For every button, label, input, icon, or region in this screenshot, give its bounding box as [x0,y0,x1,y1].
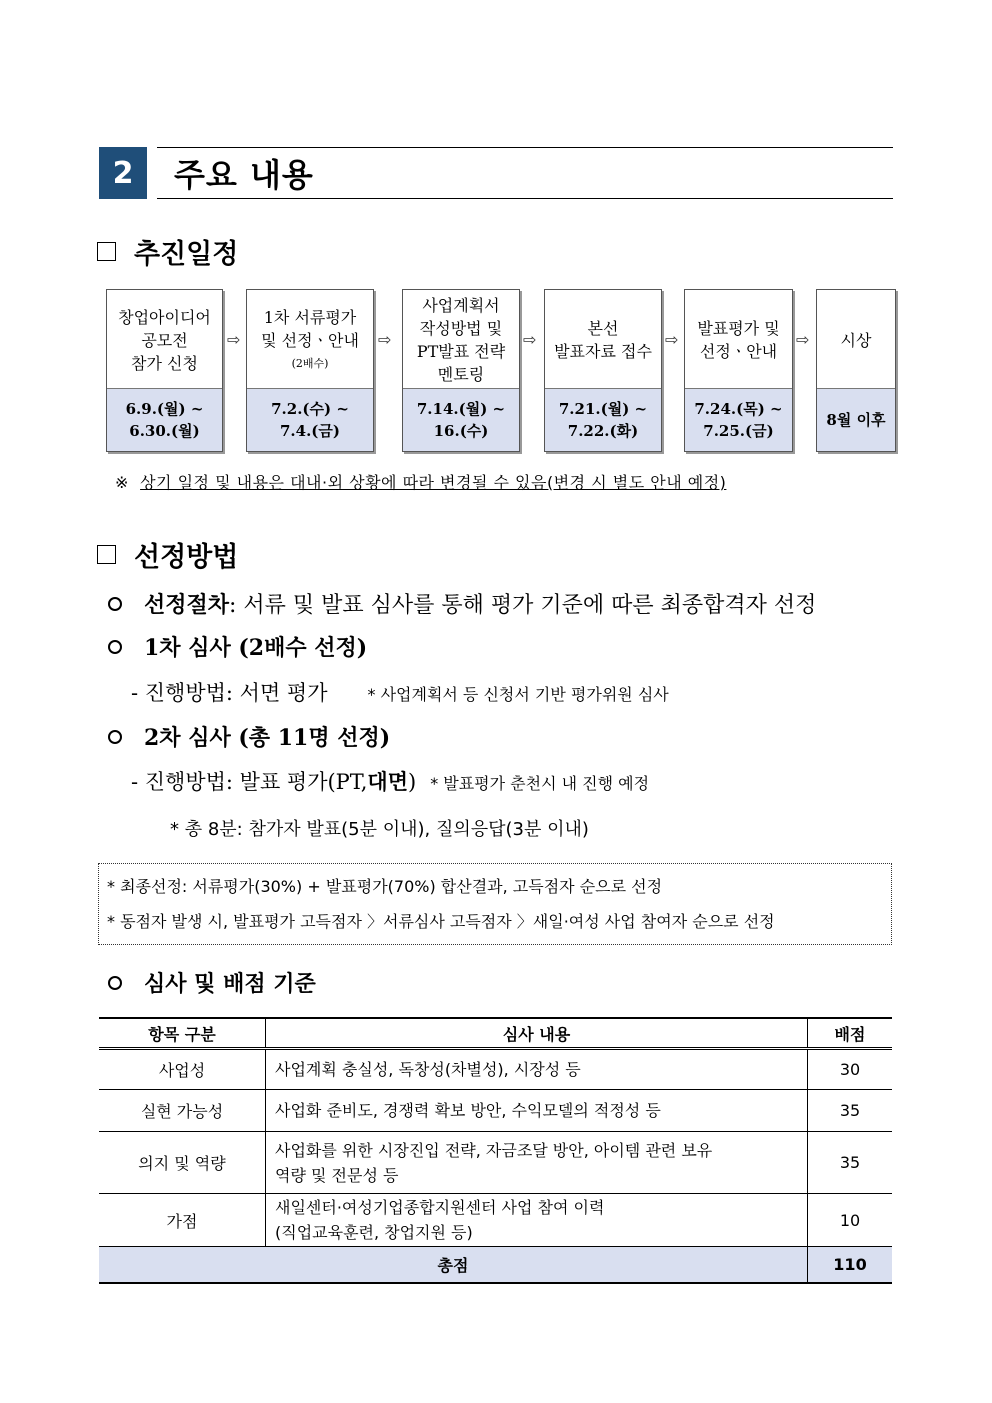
schedule-note-text: 상기 일정 및 내용은 대내·외 상황에 따라 변경될 수 있음(변경 시 별도 안내 예정) [140,473,727,492]
checkbox-square-icon [97,242,116,261]
circle-bullet-icon [108,976,122,990]
header-content: 심사 내용 [266,1018,808,1049]
table-row [99,1132,892,1194]
step-1-line-2: 공모전 [141,330,188,350]
step-4-line-1: 본선 [587,319,619,338]
header-category: 항목 구분 [99,1018,266,1049]
circle-bullet-icon [108,597,122,611]
step-2-date-end: 7.4.(금) [279,422,340,440]
section-rule-bottom [157,198,893,199]
step-4-date-end: 7.22.(화) [567,422,639,440]
arrow-right-icon: ⇨ [796,330,810,349]
section-title: 주요 내용 [174,156,314,194]
row-score: 35 [808,1090,893,1132]
table-row [99,1049,892,1090]
info-box-line-2: * 동점자 발생 시, 발표평가 고득점자 〉서류심사 고득점자 〉새일·여성 사업 참여자 순으로 선정 [107,912,775,931]
step-3-line-4: 멘토링 [437,365,485,384]
round2-method-close: ) [407,770,417,794]
arrow-right-icon: ⇨ [523,330,537,349]
step-5-date-end: 7.25.(금) [703,422,774,440]
arrow-right-icon: ⇨ [378,330,392,349]
row-content [266,1132,808,1194]
schedule-step-4 [544,289,662,452]
step-5-line-2: 선정ㆍ안내 [699,342,778,361]
row-category: 가점 [99,1194,266,1247]
schedule-heading [97,232,238,271]
row-score: 10 [808,1194,893,1247]
step-2-line-1: 1차 서류평가 [263,307,357,327]
circle-bullet-icon [108,730,122,744]
step-6-line-1: 시상 [840,330,872,350]
row-score: 35 [808,1132,893,1194]
step-1-date-end: 6.30.(월) [129,422,200,440]
table-row [99,1090,892,1132]
total-label: 총점 [99,1247,808,1284]
step-4-date-start: 7.21.(월) ~ [558,400,648,418]
step-2-line-2: 및 선정ㆍ안내 [261,330,359,350]
round2-title [108,721,390,752]
section-number: 2 [99,147,147,199]
round1-method-row [131,677,669,707]
selection-info-box [98,863,892,945]
step-3-date-end: 16.(수) [433,422,489,440]
schedule-step-6 [816,289,896,452]
step-4-line-2: 발표자료 접수 [554,342,652,361]
table-total-row [99,1247,892,1284]
round2-sub-note: * 총 8분: 참가자 발표(5분 이내), 질의응답(3분 이내) [170,819,589,840]
step-1-line-3: 참가 신청 [131,353,198,373]
arrow-right-icon: ⇨ [227,330,241,349]
row-content: 사업화 준비도, 경쟁력 확보 방안, 수익모델의 적정성 등 [266,1090,808,1132]
row-category: 의지 및 역량 [99,1132,266,1194]
step-1-date-start: 6.9.(월) ~ [125,400,204,418]
step-3-line-2: 작성방법 및 [419,319,503,338]
row-content-line-1: 새일센터·여성기업종합지원센터 사업 참여 이력 [275,1198,605,1217]
header-score: 배점 [808,1018,893,1049]
table-row [99,1194,892,1247]
circle-bullet-icon [108,640,122,654]
info-box-line-1: * 최종선정: 서류평가(30%) + 발표평가(70%) 합산결과, 고득점자 순으로 선정 [107,877,663,896]
schedule-step-1 [106,289,223,452]
selection-heading-text: 선정방법 [134,542,239,573]
row-content-line-2: (직업교육훈련, 창업지원 등) [275,1223,473,1242]
step-6-date: 8월 이후 [826,411,886,429]
round1-note: * 사업계획서 등 신청서 기반 평가위원 심사 [367,685,669,704]
step-3-date-start: 7.14.(월) ~ [416,400,506,418]
step-3-line-1: 사업계획서 [422,296,500,315]
criteria-title-text: 심사 및 배점 기준 [144,971,316,997]
step-2-date-start: 7.2.(수) ~ [271,400,349,418]
schedule-heading-text: 추진일정 [134,239,239,270]
criteria-table [99,1017,892,1284]
row-content [266,1194,808,1247]
round2-note: * 발표평가 춘천시 내 진행 예정 [430,774,650,793]
step-3-line-3: PT발표 전략 [416,342,506,361]
selection-procedure [108,588,816,619]
row-content-line-2: 역량 및 전문성 등 [275,1165,399,1185]
section-rule-top [157,147,893,148]
round2-method: - 진행방법: 발표 평가(PT, [131,770,368,794]
row-content-line-1: 사업화를 위한 시장진입 전략, 자금조달 방안, 아이템 관련 보유 [275,1140,713,1160]
table-header-row [99,1018,892,1049]
row-category: 사업성 [99,1049,266,1090]
schedule-step-5 [684,289,793,452]
round1-title-text: 1차 심사 (2배수 선정) [144,635,368,661]
schedule-step-2 [246,289,374,452]
step-2-line-3: (2배수) [291,356,329,370]
step-1-line-1: 창업아이디어 [118,307,211,327]
row-content: 사업계획 충실성, 독창성(차별성), 시장성 등 [266,1049,808,1090]
row-score: 30 [808,1049,893,1090]
round2-title-text: 2차 심사 (총 11명 선정) [144,725,391,751]
round2-method-row [131,766,649,796]
round1-method: - 진행방법: 서면 평가 [131,681,328,705]
row-category: 실현 가능성 [99,1090,266,1132]
step-5-date-start: 7.24.(목) ~ [694,400,783,418]
arrow-right-icon: ⇨ [665,330,679,349]
procedure-text: : 서류 및 발표 심사를 통해 평가 기준에 따른 최종합격자 선정 [229,593,817,618]
total-score: 110 [808,1247,893,1284]
round2-method-bold: 대면 [367,769,408,794]
schedule-step-3 [402,289,520,452]
selection-heading [97,535,238,574]
schedule-note [115,470,726,493]
round1-title [108,631,367,662]
note-mark: ※ [115,473,129,492]
criteria-title [108,967,316,998]
checkbox-square-icon [97,545,116,564]
procedure-label: 선정절차 [144,592,230,618]
step-5-line-1: 발표평가 및 [697,319,780,338]
